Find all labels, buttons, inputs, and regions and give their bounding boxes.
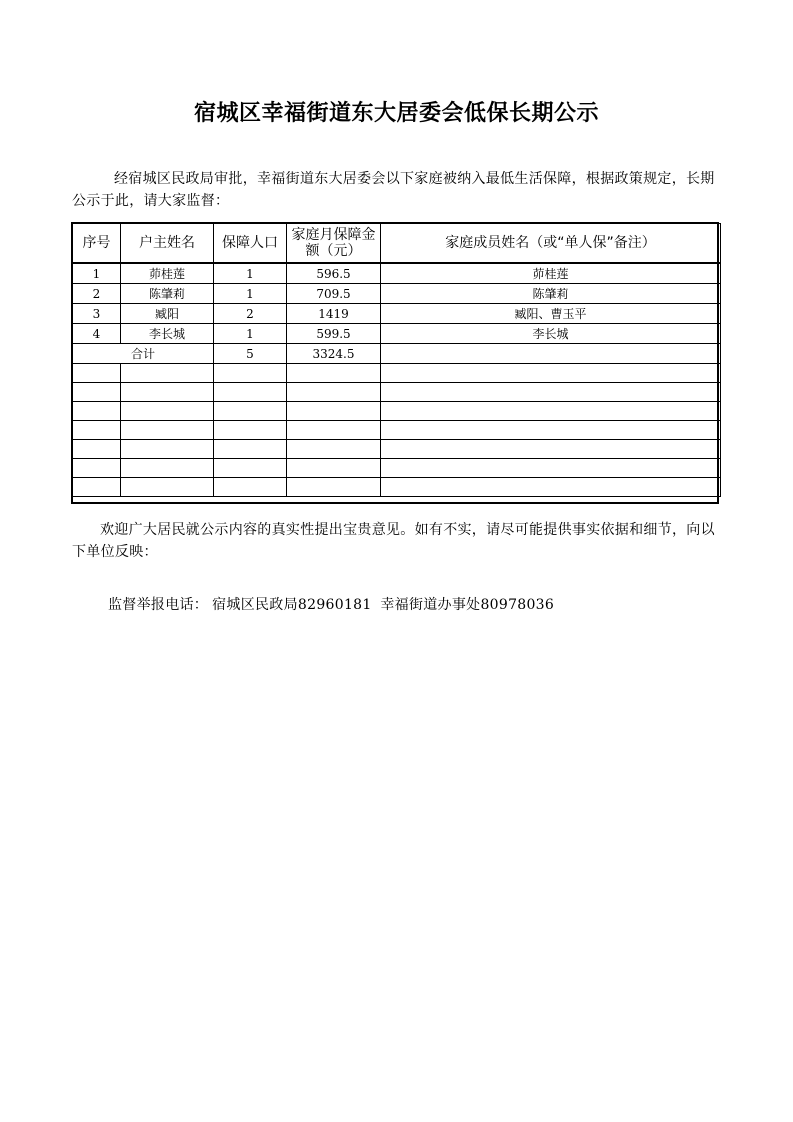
table-total-row bbox=[73, 344, 721, 364]
empty-row bbox=[73, 478, 721, 497]
cell-amount: 599.5 bbox=[287, 324, 381, 344]
cell-seq: 2 bbox=[73, 284, 121, 304]
cell-people: 1 bbox=[214, 284, 287, 304]
total-label: 合计 bbox=[73, 344, 214, 364]
header-members: 家庭成员姓名（或“单人保”备注） bbox=[381, 224, 721, 264]
cell-seq: 4 bbox=[73, 324, 121, 344]
cell-amount: 1419 bbox=[287, 304, 381, 324]
cell-members: 李长城 bbox=[381, 324, 721, 344]
cell-amount: 709.5 bbox=[287, 284, 381, 304]
empty-row bbox=[73, 440, 721, 459]
cell-amount: 596.5 bbox=[287, 263, 381, 284]
closing-paragraph: 欢迎广大居民就公示内容的真实性提出宝贵意见。如有不实，请尽可能提供事实依据和细节，向以下单位反映： bbox=[72, 522, 715, 560]
empty-row bbox=[73, 459, 721, 478]
table-row bbox=[73, 304, 721, 324]
total-amount: 3324.5 bbox=[287, 344, 381, 364]
total-members bbox=[381, 344, 721, 364]
header-amount: 家庭月保障金额（元） bbox=[287, 224, 381, 264]
page-title: 宿城区幸福街道东大居委会低保长期公示 bbox=[193, 100, 599, 126]
intro-paragraph: 经宿城区民政局审批，幸福街道东大居委会以下家庭被纳入最低生活保障，根据政策规定，长期公示于此，请大家监督： bbox=[72, 171, 715, 209]
table-row bbox=[73, 324, 721, 344]
total-people: 5 bbox=[214, 344, 287, 364]
cell-people: 1 bbox=[214, 324, 287, 344]
header-seq: 序号 bbox=[73, 224, 121, 264]
cell-members: 茆桂莲 bbox=[381, 263, 721, 284]
cell-seq: 3 bbox=[73, 304, 121, 324]
cell-head-name: 茆桂莲 bbox=[121, 263, 214, 284]
empty-row bbox=[73, 421, 721, 440]
assistance-table bbox=[72, 223, 721, 497]
hotline-street-office: 幸福街道办事处80978036 bbox=[380, 597, 555, 613]
hotline-line bbox=[108, 594, 728, 616]
cell-head-name: 臧阳 bbox=[121, 304, 214, 324]
table-header-row bbox=[73, 224, 721, 264]
table-row bbox=[73, 284, 721, 304]
header-people: 保障人口 bbox=[214, 224, 287, 264]
empty-row bbox=[73, 383, 721, 402]
cell-people: 1 bbox=[214, 263, 287, 284]
empty-row bbox=[73, 402, 721, 421]
empty-row bbox=[73, 364, 721, 383]
header-head-name: 户主姓名 bbox=[121, 224, 214, 264]
cell-head-name: 陈肇莉 bbox=[121, 284, 214, 304]
cell-members: 陈肇莉 bbox=[381, 284, 721, 304]
hotline-civil-affairs: 宿城区民政局82960181 bbox=[212, 597, 372, 613]
table-row bbox=[73, 263, 721, 284]
cell-seq: 1 bbox=[73, 263, 121, 284]
hotline-label: 监督举报电话： bbox=[108, 597, 209, 613]
cell-people: 2 bbox=[214, 304, 287, 324]
cell-members: 臧阳、曹玉平 bbox=[381, 304, 721, 324]
cell-head-name: 李长城 bbox=[121, 324, 214, 344]
